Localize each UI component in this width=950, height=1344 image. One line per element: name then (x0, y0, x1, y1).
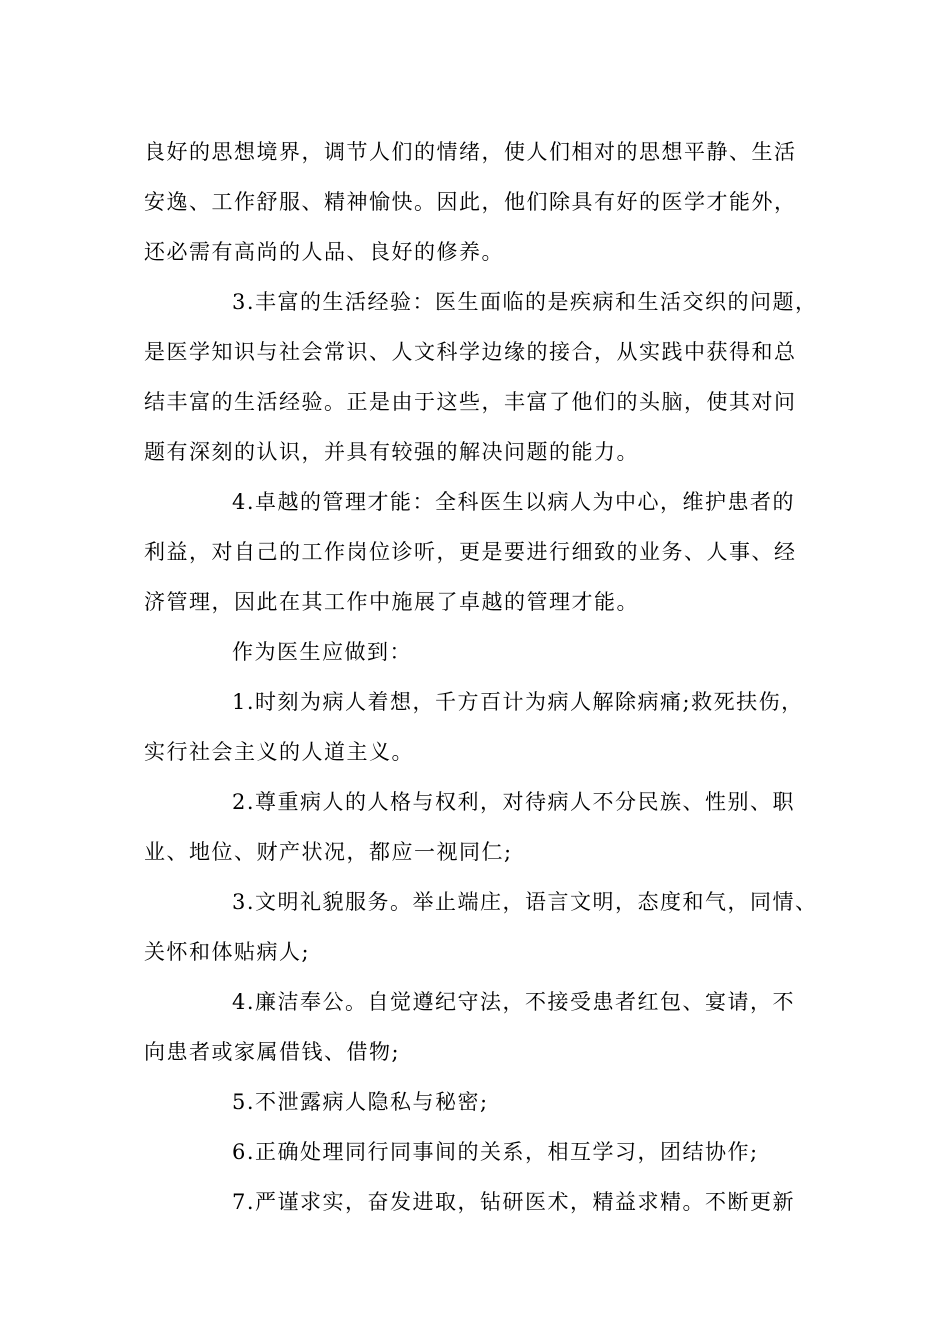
text-line: 实行社会主义的人道主义。 (144, 740, 414, 764)
text-line: 济管理，因此在其工作中施展了卓越的管理才能。 (144, 590, 639, 614)
text-line: 1.时刻为病人着想，千方百计为病人解除病痛;救死扶伤， (232, 690, 804, 714)
text-line: 业、地位、财产状况，都应一视同仁; (144, 840, 513, 864)
text-line: 是医学知识与社会常识、人文科学边缘的接合，从实践中获得和总 (144, 340, 797, 364)
text-line: 3.文明礼貌服务。举止端庄，语言文明，态度和气，同情、 (232, 890, 818, 914)
text-line: 利益，对自己的工作岗位诊听，更是要进行细致的业务、人事、经 (144, 540, 797, 564)
text-line: 题有深刻的认识，并具有较强的解决问题的能力。 (144, 440, 639, 464)
text-line: 4.卓越的管理才能：全科医生以病人为中心，维护患者的 (232, 490, 796, 514)
text-line: 向患者或家属借钱、借物; (144, 1040, 401, 1064)
text-line: 良好的思想境界，调节人们的情绪，使人们相对的思想平静、生活 (144, 140, 797, 164)
text-line: 3.丰富的生活经验：医生面临的是疾病和生活交织的问题， (232, 290, 818, 314)
text-line: 5.不泄露病人隐私与秘密; (232, 1090, 489, 1114)
text-line: 2.尊重病人的人格与权利，对待病人不分民族、性别、职 (232, 790, 796, 814)
text-line: 结丰富的生活经验。正是由于这些，丰富了他们的头脑，使其对问 (144, 390, 797, 414)
text-line: 还必需有高尚的人品、良好的修养。 (144, 240, 504, 264)
text-line: 7.严谨求实，奋发进取，钻研医术，精益求精。不断更新 (232, 1190, 796, 1214)
text-line: 4.廉洁奉公。自觉遵纪守法，不接受患者红包、宴请，不 (232, 990, 796, 1014)
text-line: 安逸、工作舒服、精神愉快。因此，他们除具有好的医学才能外， (144, 190, 797, 214)
text-line: 作为医生应做到： (232, 640, 412, 664)
text-line: 关怀和体贴病人; (144, 940, 311, 964)
text-line: 6.正确处理同行同事间的关系，相互学习，团结协作; (232, 1140, 759, 1164)
